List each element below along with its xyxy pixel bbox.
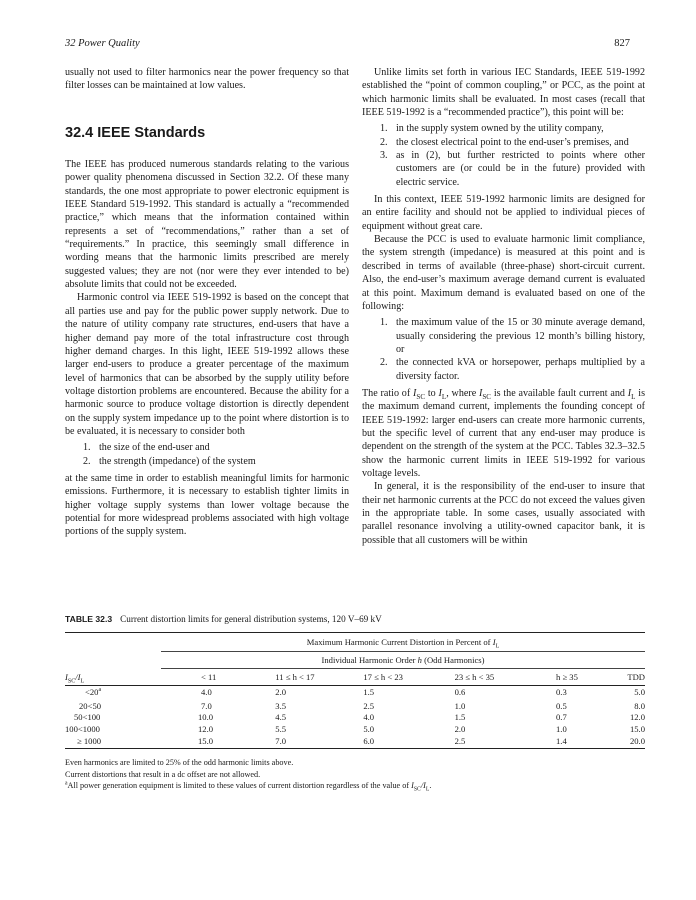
math-var: /I	[420, 781, 426, 791]
table-cell: 20.0	[612, 736, 646, 748]
table-cell: 0.6	[454, 687, 466, 698]
table-cell: 10.0	[198, 712, 214, 723]
column-header-ratio	[65, 669, 161, 686]
column-header: TDD	[612, 669, 646, 686]
math-var: I	[438, 387, 442, 399]
table-cell: 4.5	[275, 712, 287, 723]
table-cell: 1.5	[454, 712, 466, 723]
list-number: 1.	[83, 442, 91, 454]
list-item	[362, 316, 645, 356]
list-item	[362, 136, 645, 149]
table-footnote	[65, 780, 645, 792]
math-var: h	[417, 655, 422, 665]
table-label: TABLE 32.3	[65, 614, 113, 624]
math-var: I	[492, 637, 496, 647]
paragraph: The IEEE has produced numerous standards relating to the various power quality phenomena discussed in Section 32.2. Of these many standards, the one most appropriate to power electronic equipment is IEEE Standard 519-1992. This standard is actually a “recommended practice,” which means that the information contained within represents a set of “recommendations,” rather than a set of “requirements.” In practice, this seemingly small difference in wording means that the harmonic limits prescribed are merely suggested values; they are not (nor were they ever intended to be) absolute limits that could not be exceeded.	[65, 159, 349, 291]
list-text: the size of the end-user and	[99, 442, 210, 454]
table-cell: 12.0	[629, 712, 645, 723]
list-number: 2.	[83, 455, 91, 467]
column-header: 17 ≤ h < 23	[358, 669, 442, 686]
list-item	[362, 356, 645, 383]
table-note: Even harmonics are limited to 25% of the odd harmonic limits above.	[65, 758, 294, 767]
list-number: 2.	[380, 357, 388, 369]
text-run: , where	[446, 387, 479, 399]
math-var: I	[479, 387, 483, 399]
math-var: I	[627, 387, 632, 399]
left-column	[65, 66, 349, 539]
list-text: in the supply system owned by the utility company,	[396, 123, 604, 135]
math-sub: L	[80, 678, 85, 685]
paragraph: Harmonic control via IEEE 519-1992 is based on the concept that all parties use and pay for the public power supply network. Due to the nature of utility company rate structures, end-users that have a higher demand pay more of the total infrastructure cost through higher demand charges. In this light, IEEE 519-1992 allows these larger end-users to produce a greater percentage of the maximum level of harmonics that can be absorbed by the supply utility before voltage distortion problems are encountered. Because the ability for a harmonic source to produce voltage distortion is directly dependent on the supply system impedance up to the point where distortion is to be evaluated, it is necessary to consider both	[65, 292, 349, 437]
column-header: h ≥ 35	[540, 669, 612, 686]
list-number: 1.	[380, 317, 388, 329]
list-text: the strength (impedance) of the system	[99, 455, 256, 467]
math-var: /I	[75, 671, 81, 682]
math-sub: L	[425, 787, 430, 794]
numbered-list	[65, 441, 349, 468]
table-cell: 7.0	[265, 736, 358, 748]
table-cell: 7.0	[201, 700, 212, 711]
table-blank-cell	[65, 652, 161, 669]
numbered-list	[362, 316, 645, 383]
footnote-text: All power generation equipment is limited to these values of current distortion regardless of the value of	[67, 781, 412, 791]
math-sub: L	[441, 392, 447, 401]
list-number: 2.	[380, 136, 388, 148]
table-cell: 2.0	[275, 687, 287, 698]
table-cell: 5.5	[275, 724, 287, 735]
paragraph: Because the PCC is used to evaluate harmonic limit compliance, the system strength (impedance) is measured at this point and is described in terms of available (three-phase) short-circuit current. Also, the end-user’s maximum average demand current is evaluated at this point. Maximum demand is evaluated based on one of the following:	[362, 234, 645, 312]
paragraph	[362, 387, 645, 480]
table-cell: 0.7	[556, 712, 567, 723]
text-run: is the available fault current and	[491, 387, 628, 399]
math-sub: SC	[482, 392, 492, 401]
paragraph: Unlike limits set forth in various IEC Standards, IEEE 519-1992 established the “point of common coupling,” or PCC, as the point at which harmonic limits shall be evaluated. In most cases (recall that IEEE 519-1992 is a “recommended practice”), this point will be:	[362, 67, 645, 119]
list-text: the closest electrical point to the end-user’s premises, and	[396, 136, 629, 148]
paragraph: In this context, IEEE 519-1992 harmonic limits are designed for an entire facility and should not be applied to individual pieces of equipment without great care.	[362, 194, 645, 232]
paragraph: at the same time in order to establish meaningful limits for harmonic emissions. Furthermore, it is necessary to establish tighter limits in higher voltage supply systems than lower voltage because the potential for more widespread problems associated with high voltage portions of the supply system.	[65, 472, 349, 538]
column-header: 11 ≤ h < 17	[265, 669, 358, 686]
math-sub: SC	[67, 678, 76, 685]
footnote-marker: a	[98, 687, 102, 694]
list-text: as in (2), but further restricted to points where other customers are (or could be in the future) provided with electric service.	[396, 150, 645, 188]
footnote-end: .	[429, 781, 432, 791]
list-item	[65, 455, 349, 468]
row-label: 100<1000	[65, 724, 100, 735]
table-cell: 0.5	[556, 700, 567, 711]
text-run: to	[425, 387, 439, 399]
row-label	[65, 686, 161, 701]
sub-header-tail: (Odd Harmonics)	[421, 655, 485, 665]
numbered-list	[362, 122, 645, 189]
math-sub: SC	[416, 392, 426, 401]
table-cell: 5.0	[634, 687, 645, 698]
table-caption	[65, 614, 382, 624]
super-header-text: Maximum Harmonic Current Distortion in Percent of	[306, 637, 493, 647]
table-notes	[65, 757, 645, 792]
table-cell: 15.0	[629, 724, 645, 735]
row-label: 20<50	[79, 700, 102, 711]
footnote-marker: a	[65, 780, 68, 787]
text-run: is the maximum demand current, implements the founding concept of IEEE 519-1992: larger end-users can create more harmonic currents, but the specific level of current that any end-user may produce is dependent on the strength of the system at the PCC. Tables 32.3–32.5 show the harmonic current limits in IEEE 519-1992 for various voltage levels.	[362, 387, 646, 479]
math-var: I	[413, 387, 417, 399]
list-text: the connected kVA or horsepower, perhaps multiplied by a diversity factor.	[396, 357, 645, 382]
section-heading: 32.4 IEEE Standards	[65, 124, 206, 141]
row-label: 50<100	[74, 712, 101, 723]
table-cell: 8.0	[634, 700, 645, 711]
list-item	[362, 122, 645, 135]
page-number: 827	[614, 38, 630, 49]
table-cell: 12.0	[198, 724, 214, 735]
table-cell: 5.0	[363, 724, 375, 735]
table-caption-text: Current distortion limits for general distribution systems, 120 V–69 kV	[120, 614, 382, 624]
text-run: The ratio of	[362, 387, 414, 399]
paragraph: usually not used to filter harmonics near the power frequency so that filter losses can be maintained at low values.	[65, 67, 349, 92]
list-number: 3.	[380, 150, 388, 162]
table-cell: 1.5	[363, 687, 375, 698]
table-cell: 6.0	[358, 736, 442, 748]
math-var: I	[411, 781, 414, 791]
paragraph: In general, it is the responsibility of the end-user to insure that their net harmonic currents at the PCC do not exceed the values given in the appropriate table. In some cases, usually associated with parallel resonance involving a utility-owned capacitor bank, it is possible that all customers will be within	[362, 481, 645, 546]
table-cell: 15.0	[161, 736, 265, 748]
distortion-limits-table	[65, 632, 645, 749]
running-header-title: 32 Power Quality	[65, 38, 140, 49]
table-cell: 2.0	[454, 724, 466, 735]
table-cell: 4.0	[363, 712, 375, 723]
column-header: < 11	[161, 669, 265, 686]
list-item	[362, 149, 645, 189]
table-cell: 1.4	[540, 736, 612, 748]
table-blank-cell	[65, 633, 161, 652]
list-item	[65, 441, 349, 454]
table-cell: 2.5	[443, 736, 540, 748]
math-sub: SC	[413, 787, 421, 794]
table-cell: 1.0	[556, 724, 567, 735]
table-sub-header	[161, 652, 645, 669]
table-cell: 3.5	[275, 700, 287, 711]
math-sub: L	[495, 643, 500, 650]
math-var: I	[65, 671, 68, 682]
table-cell: 0.3	[556, 687, 567, 698]
list-text: the maximum value of the 15 or 30 minute average demand, usually considering the previous 12 month’s billing history, or	[396, 317, 645, 355]
row-label: ≥ 1000	[65, 736, 161, 748]
table-cell: 1.0	[454, 700, 466, 711]
math-sub: L	[631, 392, 636, 401]
right-column	[362, 66, 645, 547]
sub-header-text: Individual Harmonic Order	[321, 655, 418, 665]
table-super-header	[161, 633, 645, 652]
column-header: 23 ≤ h < 35	[443, 669, 540, 686]
list-number: 1.	[380, 123, 388, 135]
row-label-text: <20	[85, 687, 99, 698]
table-note: Current distortions that result in a dc offset are not allowed.	[65, 769, 261, 779]
table-cell: 2.5	[363, 700, 375, 711]
table-cell: 4.0	[201, 687, 212, 698]
